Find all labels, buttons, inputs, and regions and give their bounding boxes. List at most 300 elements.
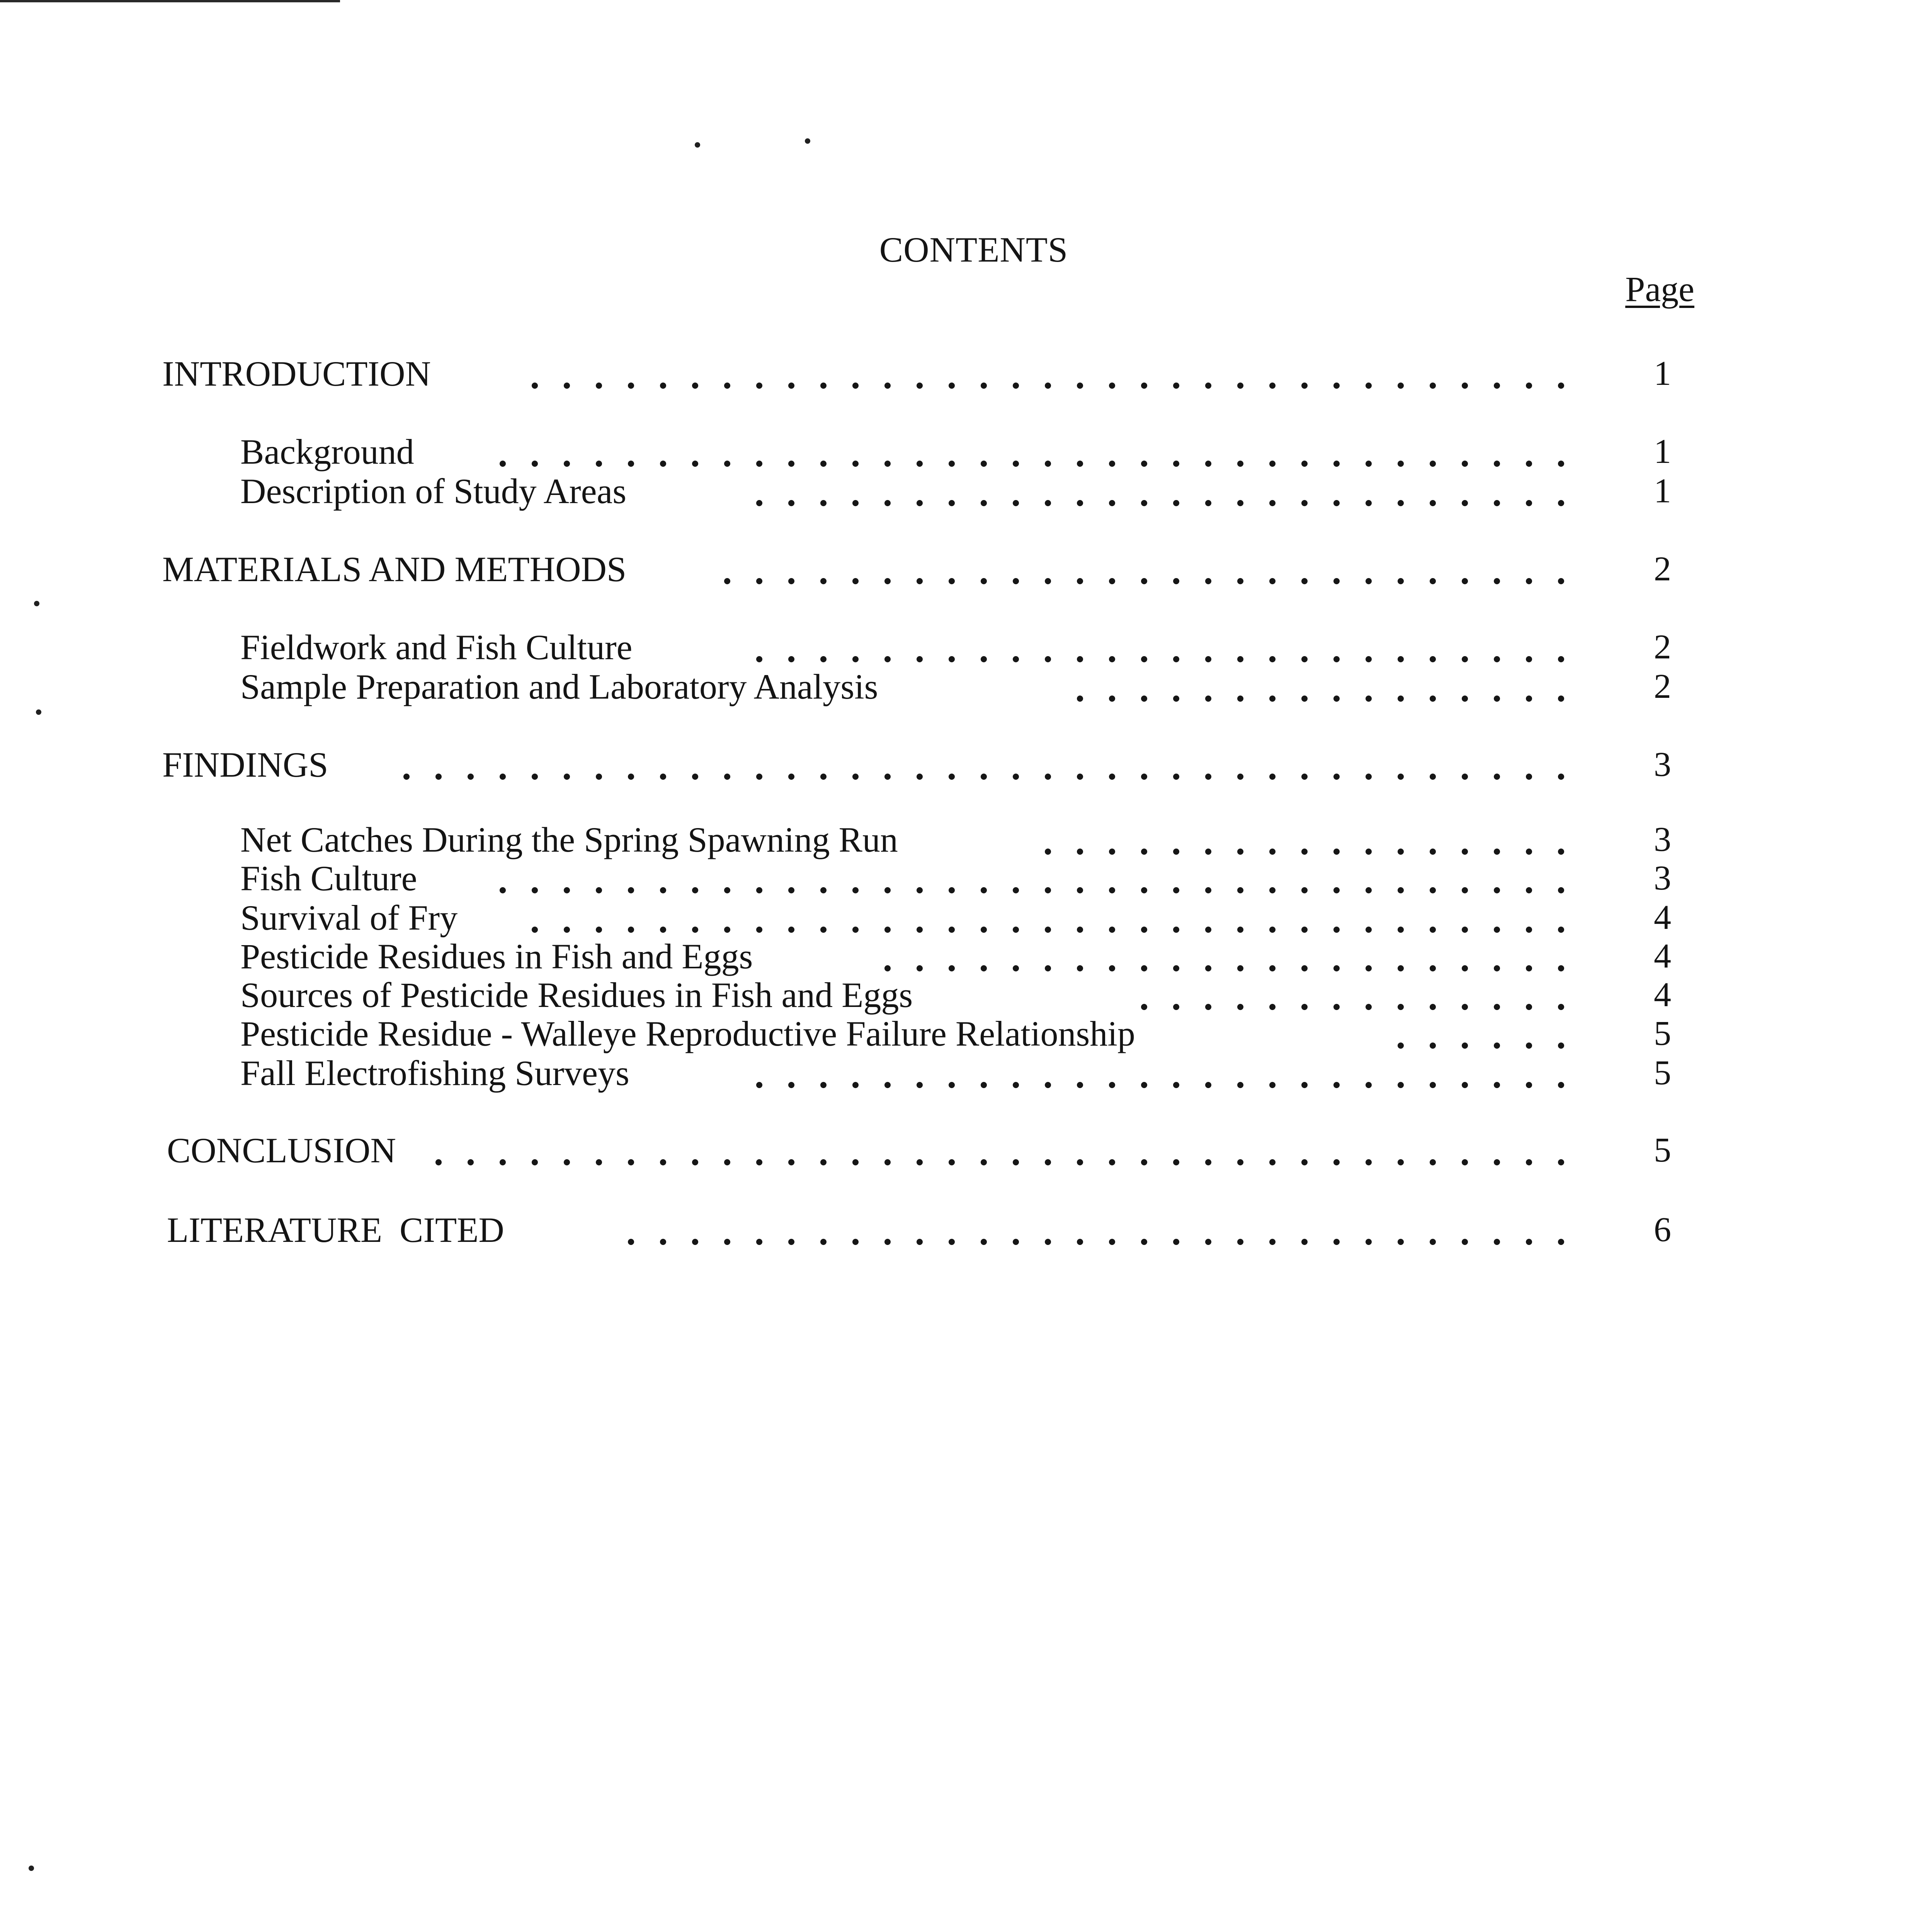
leader-dot: [564, 887, 570, 893]
leader-dot: [1269, 927, 1276, 933]
leader-dot: [1462, 461, 1468, 467]
leader-dot: [884, 965, 891, 971]
leader-dot: [1494, 500, 1500, 506]
leader-dot: [981, 500, 987, 506]
dot-leader: [433, 1129, 1585, 1172]
toc-entry-page: 5: [1654, 1014, 1671, 1053]
leader-dot: [884, 500, 891, 506]
leader-dot: [1205, 1159, 1211, 1165]
leader-dot: [949, 774, 955, 780]
leader-dot: [692, 887, 698, 893]
leader-dot: [1301, 578, 1308, 584]
leader-dot: [820, 1082, 827, 1088]
leader-dot: [1398, 1043, 1404, 1049]
scan-speck: [36, 709, 41, 715]
leader-dot: [1205, 849, 1211, 855]
leader-dot: [468, 1159, 474, 1165]
leader-dot: [468, 774, 474, 780]
leader-dot: [1237, 696, 1243, 702]
leader-dot: [1045, 500, 1051, 506]
leader-dot: [949, 887, 955, 893]
leader-dot: [1269, 1159, 1276, 1165]
leader-dot: [1269, 965, 1276, 971]
leader-dot: [1430, 1082, 1436, 1088]
leader-dot: [981, 965, 987, 971]
leader-dot: [1398, 887, 1404, 893]
leader-dot: [1173, 774, 1179, 780]
leader-dot: [1013, 1082, 1019, 1088]
leader-dot: [1494, 1239, 1500, 1245]
leader-dot: [1269, 1082, 1276, 1088]
leader-dot: [1205, 383, 1211, 389]
leader-dot: [1013, 578, 1019, 584]
leader-dot: [1430, 578, 1436, 584]
leader-dot: [917, 656, 923, 662]
leader-dot: [532, 383, 538, 389]
toc-entry-label: Description of Study Areas: [240, 471, 627, 511]
leader-dot: [564, 383, 570, 389]
leader-dot: [1237, 965, 1243, 971]
leader-dot: [1013, 656, 1019, 662]
leader-dot: [788, 774, 794, 780]
leader-dot: [949, 656, 955, 662]
leader-dot: [884, 656, 891, 662]
leader-dot: [1301, 1239, 1308, 1245]
leader-dot: [692, 461, 698, 467]
leader-dot: [917, 461, 923, 467]
leader-dot: [1333, 1239, 1340, 1245]
leader-dot: [1173, 500, 1179, 506]
leader-dot: [1558, 965, 1564, 971]
leader-dot: [1462, 578, 1468, 584]
leader-dot: [1205, 965, 1211, 971]
toc-entry-page: 5: [1654, 1054, 1671, 1092]
leader-dot: [949, 965, 955, 971]
leader-dot: [1109, 696, 1115, 702]
toc-entry-page: 3: [1654, 859, 1671, 897]
leader-dot: [1109, 383, 1115, 389]
toc-entry: [0, 1129, 1932, 1172]
leader-dot: [1430, 887, 1436, 893]
leader-dot: [949, 383, 955, 389]
leader-dot: [1526, 578, 1532, 584]
leader-dot: [820, 656, 827, 662]
leader-dot: [981, 383, 987, 389]
leader-dot: [1301, 1004, 1308, 1010]
leader-dot: [1398, 927, 1404, 933]
leader-dot: [884, 1159, 891, 1165]
leader-dot: [788, 656, 794, 662]
leader-dot: [788, 1082, 794, 1088]
dot-leader: [703, 548, 1585, 590]
leader-dot: [1237, 774, 1243, 780]
leader-dot: [1462, 1004, 1468, 1010]
leader-dot: [1398, 656, 1404, 662]
leader-dot: [1494, 578, 1500, 584]
leader-dot: [1462, 849, 1468, 855]
scan-speck: [695, 142, 700, 148]
leader-dot: [1205, 887, 1211, 893]
leader-dot: [1494, 696, 1500, 702]
leader-dot: [852, 383, 859, 389]
leader-dot: [596, 774, 602, 780]
leader-dot: [1205, 1239, 1211, 1245]
leader-dot: [1045, 461, 1051, 467]
leader-dot: [692, 927, 698, 933]
leader-dot: [949, 461, 955, 467]
leader-dot: [500, 461, 506, 467]
leader-dot: [852, 500, 859, 506]
leader-dot: [660, 1239, 666, 1245]
leader-dot: [1141, 1159, 1147, 1165]
leader-dot: [917, 1239, 923, 1245]
leader-dot: [820, 774, 827, 780]
leader-dot: [1333, 578, 1340, 584]
leader-dot: [1109, 1159, 1115, 1165]
leader-dot: [1045, 1082, 1051, 1088]
leader-dot: [852, 774, 859, 780]
leader-dot: [1526, 965, 1532, 971]
leader-dot: [1430, 1159, 1436, 1165]
leader-dot: [1013, 774, 1019, 780]
leader-dot: [1109, 887, 1115, 893]
leader-dot: [1430, 1043, 1436, 1049]
leader-dot: [1109, 1082, 1115, 1088]
leader-dot: [981, 1159, 987, 1165]
leader-dot: [1398, 965, 1404, 971]
leader-dot: [1141, 696, 1147, 702]
leader-dot: [1205, 696, 1211, 702]
leader-dot: [596, 461, 602, 467]
leader-dot: [981, 578, 987, 584]
leader-dot: [628, 1159, 634, 1165]
leader-dot: [1398, 849, 1404, 855]
leader-dot: [1173, 696, 1179, 702]
leader-dot: [1045, 1239, 1051, 1245]
leader-dot: [1173, 927, 1179, 933]
leader-dot: [1077, 774, 1083, 780]
leader-dot: [1526, 1004, 1532, 1010]
leader-dot: [1269, 774, 1276, 780]
leader-dot: [724, 774, 730, 780]
leader-dot: [660, 383, 666, 389]
leader-dot: [1366, 1082, 1372, 1088]
leader-dot: [1301, 774, 1308, 780]
leader-dot: [949, 1239, 955, 1245]
leader-dot: [1333, 656, 1340, 662]
leader-dot: [1013, 461, 1019, 467]
leader-dot: [884, 774, 891, 780]
leader-dot: [1494, 849, 1500, 855]
leader-dot: [1333, 500, 1340, 506]
leader-dot: [724, 383, 730, 389]
toc-entry-label: Sample Preparation and Laboratory Analysis: [240, 667, 878, 706]
leader-dot: [500, 774, 506, 780]
toc-entry: [0, 626, 1932, 668]
leader-dot: [1558, 461, 1564, 467]
leader-dot: [1366, 656, 1372, 662]
leader-dot: [1077, 887, 1083, 893]
leader-dot: [852, 927, 859, 933]
leader-dot: [1398, 696, 1404, 702]
toc-entry-page: 4: [1654, 898, 1671, 937]
leader-dot: [1462, 887, 1468, 893]
leader-dot: [852, 578, 859, 584]
toc-entry-label: CONCLUSION: [167, 1131, 396, 1170]
leader-dot: [1494, 774, 1500, 780]
leader-dot: [1526, 1082, 1532, 1088]
leader-dot: [917, 500, 923, 506]
leader-dot: [788, 1159, 794, 1165]
leader-dot: [852, 461, 859, 467]
toc-entry: [0, 896, 1932, 939]
leader-dot: [724, 578, 730, 584]
leader-dot: [981, 461, 987, 467]
leader-dot: [1398, 1004, 1404, 1010]
dot-leader: [750, 470, 1585, 512]
leader-dot: [1301, 849, 1308, 855]
leader-dot: [628, 927, 634, 933]
toc-entry: [0, 1052, 1932, 1094]
leader-dot: [1333, 1004, 1340, 1010]
leader-dot: [1173, 1239, 1179, 1245]
leader-dot: [917, 887, 923, 893]
toc-entry: [0, 665, 1932, 708]
dot-leader: [614, 1209, 1585, 1251]
leader-dot: [820, 461, 827, 467]
toc-entry-page: 4: [1654, 976, 1671, 1014]
leader-dot: [949, 500, 955, 506]
leader-dot: [1462, 965, 1468, 971]
leader-dot: [1366, 1004, 1372, 1010]
leader-dot: [1366, 461, 1372, 467]
leader-dot: [724, 1159, 730, 1165]
leader-dot: [1494, 383, 1500, 389]
leader-dot: [564, 927, 570, 933]
leader-dot: [1045, 927, 1051, 933]
leader-dot: [1173, 1159, 1179, 1165]
toc-entry: [0, 974, 1932, 1016]
leader-dot: [1494, 1043, 1500, 1049]
leader-dot: [1558, 656, 1564, 662]
leader-dot: [1141, 500, 1147, 506]
leader-dot: [1173, 849, 1179, 855]
dot-leader: [500, 352, 1585, 395]
leader-dot: [1558, 578, 1564, 584]
leader-dot: [435, 1159, 442, 1165]
leader-dot: [820, 500, 827, 506]
leader-dot: [852, 1159, 859, 1165]
toc-entry-page: 2: [1654, 628, 1671, 666]
leader-dot: [788, 500, 794, 506]
toc-entry-page: 3: [1654, 820, 1671, 859]
leader-dot: [1558, 927, 1564, 933]
leader-dot: [1301, 656, 1308, 662]
leader-dot: [1237, 1159, 1243, 1165]
leader-dot: [1430, 656, 1436, 662]
leader-dot: [660, 927, 666, 933]
leader-dot: [1366, 1159, 1372, 1165]
leader-dot: [1173, 578, 1179, 584]
leader-dot: [628, 774, 634, 780]
leader-dot: [1398, 1159, 1404, 1165]
toc-entry-label: Fieldwork and Fish Culture: [240, 628, 633, 667]
leader-dot: [1526, 656, 1532, 662]
scan-speck: [34, 601, 39, 606]
leader-dot: [1205, 1004, 1211, 1010]
leader-dot: [1141, 1004, 1147, 1010]
leader-dot: [756, 656, 762, 662]
dot-leader: [1391, 1012, 1585, 1055]
leader-dot: [1462, 656, 1468, 662]
leader-dot: [1333, 774, 1340, 780]
leader-dot: [756, 887, 762, 893]
leader-dot: [852, 1082, 859, 1088]
leader-dot: [756, 1239, 762, 1245]
leader-dot: [1462, 500, 1468, 506]
leader-dot: [1526, 1043, 1532, 1049]
leader-dot: [1269, 656, 1276, 662]
leader-dot: [692, 383, 698, 389]
leader-dot: [1269, 578, 1276, 584]
leader-dot: [1205, 774, 1211, 780]
leader-dot: [1205, 500, 1211, 506]
leader-dot: [756, 774, 762, 780]
dot-leader: [487, 857, 1585, 900]
leader-dot: [1558, 383, 1564, 389]
leader-dot: [1333, 927, 1340, 933]
leader-dot: [1269, 461, 1276, 467]
leader-dot: [628, 383, 634, 389]
leader-dot: [1077, 1159, 1083, 1165]
leader-dot: [1013, 383, 1019, 389]
leader-dot: [820, 383, 827, 389]
leader-dot: [1269, 887, 1276, 893]
toc-entry: [0, 743, 1932, 786]
leader-dot: [1462, 774, 1468, 780]
dot-leader: [1020, 818, 1585, 861]
leader-dot: [532, 461, 538, 467]
toc-entry: [0, 430, 1932, 473]
leader-dot: [1301, 461, 1308, 467]
leader-dot: [1558, 696, 1564, 702]
leader-dot: [435, 774, 442, 780]
leader-dot: [1494, 1082, 1500, 1088]
toc-entry-page: 4: [1654, 937, 1671, 975]
leader-dot: [884, 887, 891, 893]
dot-leader: [750, 1052, 1585, 1094]
leader-dot: [1366, 774, 1372, 780]
leader-dot: [1430, 500, 1436, 506]
leader-dot: [1333, 1159, 1340, 1165]
leader-dot: [1045, 774, 1051, 780]
leader-dot: [564, 1159, 570, 1165]
dot-leader: [1113, 974, 1585, 1016]
leader-dot: [1269, 383, 1276, 389]
leader-dot: [756, 461, 762, 467]
leader-dot: [1045, 849, 1051, 855]
leader-dot: [1237, 383, 1243, 389]
leader-dot: [1013, 500, 1019, 506]
toc-entry: [0, 1209, 1932, 1251]
leader-dot: [1333, 849, 1340, 855]
leader-dot: [1558, 1043, 1564, 1049]
leader-dot: [1430, 774, 1436, 780]
leader-dot: [1141, 887, 1147, 893]
leader-dot: [1109, 500, 1115, 506]
leader-dot: [1205, 927, 1211, 933]
leader-dot: [788, 927, 794, 933]
leader-dot: [1398, 774, 1404, 780]
leader-dot: [1333, 887, 1340, 893]
leader-dot: [1109, 965, 1115, 971]
leader-dot: [1077, 927, 1083, 933]
leader-dot: [756, 1159, 762, 1165]
toc-entry-page: 1: [1654, 472, 1671, 510]
leader-dot: [1526, 1159, 1532, 1165]
leader-dot: [1430, 965, 1436, 971]
leader-dot: [788, 1239, 794, 1245]
scan-speck: [29, 1866, 34, 1871]
leader-dot: [788, 461, 794, 467]
leader-dot: [1141, 1239, 1147, 1245]
toc-entry-label: INTRODUCTION: [162, 354, 431, 393]
leader-dot: [1173, 887, 1179, 893]
leader-dot: [1045, 578, 1051, 584]
leader-dot: [820, 1159, 827, 1165]
leader-dot: [1237, 578, 1243, 584]
leader-dot: [1045, 383, 1051, 389]
leader-dot: [532, 927, 538, 933]
leader-dot: [1013, 927, 1019, 933]
leader-dot: [596, 383, 602, 389]
leader-dot: [1333, 696, 1340, 702]
leader-dot: [1558, 1239, 1564, 1245]
leader-dot: [1237, 461, 1243, 467]
leader-dot: [1526, 887, 1532, 893]
leader-dot: [692, 1239, 698, 1245]
toc-entry-label: LITERATURE CITED: [167, 1210, 504, 1250]
leader-dot: [1494, 965, 1500, 971]
dot-leader: [479, 430, 1585, 473]
leader-dot: [1558, 774, 1564, 780]
leader-dot: [820, 927, 827, 933]
leader-dot: [500, 1159, 506, 1165]
leader-dot: [1526, 696, 1532, 702]
leader-dot: [532, 887, 538, 893]
leader-dot: [1077, 383, 1083, 389]
leader-dot: [1237, 1239, 1243, 1245]
leader-dot: [1366, 500, 1372, 506]
toc-entry-label: Net Catches During the Spring Spawning Run: [240, 820, 898, 859]
leader-dot: [1237, 1004, 1243, 1010]
leader-dot: [1013, 887, 1019, 893]
leader-dot: [1558, 887, 1564, 893]
leader-dot: [917, 965, 923, 971]
leader-dot: [1526, 383, 1532, 389]
leader-dot: [949, 927, 955, 933]
leader-dot: [1141, 461, 1147, 467]
leader-dot: [788, 887, 794, 893]
leader-dot: [1462, 696, 1468, 702]
leader-dot: [1205, 1082, 1211, 1088]
toc-entry: [0, 818, 1932, 861]
leader-dot: [1141, 1082, 1147, 1088]
leader-dot: [1237, 656, 1243, 662]
toc-entry: [0, 1012, 1932, 1055]
leader-dot: [1269, 500, 1276, 506]
leader-dot: [724, 887, 730, 893]
